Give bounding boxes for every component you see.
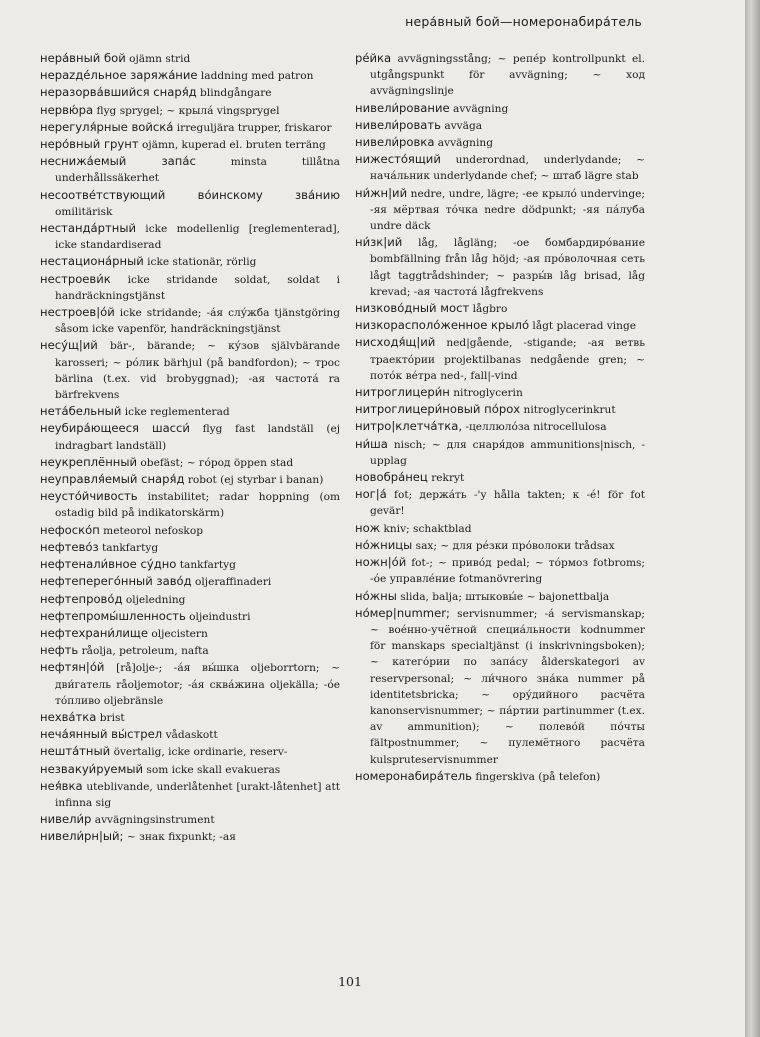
dictionary-entry [40, 556, 340, 573]
entry-definition: bär-, bärande; ~ ку́зов självbärande karosseri; ~ ро́лик bärhjul (på bandfordon); ~ трос bärlina (t.ex. vid brobyggnad); -ая частота́ ra bärfrekvens [55, 340, 340, 402]
entry-definition: avvägningsinstrument [91, 814, 215, 827]
dictionary-entry [355, 537, 645, 554]
dictionary-entry [355, 520, 645, 537]
dictionary-entry [355, 117, 645, 134]
dictionary-entry [355, 486, 645, 519]
dictionary-entry [355, 300, 645, 317]
dictionary-entry [40, 304, 340, 337]
dictionary-entry [355, 100, 645, 117]
entry-headword: неснижа́емый запа́с [40, 154, 196, 169]
entry-definition: lågbro [469, 303, 508, 316]
entry-headword: нефтепрово́д [40, 591, 123, 606]
entry-definition: [rå]olje-; -а́я вы́шка oljeborrtorn; ~ дви́гатель råoljemotor; -а́я сква́жина oljekälla; -о́е то́пливо oljebränsle [55, 662, 340, 707]
entry-definition: låg, lågläng; -ое бомбардиро́вание bombfällning från låg höjd; -ая про́волочная сеть lågt taggtrådshinder; ~ разры́в låg brisad, låg krevad; -ая частота́ lågfrekvens [370, 237, 645, 298]
entry-headword: нисходя́щ|ий [355, 335, 436, 350]
entry-definition: avväga [441, 119, 483, 132]
dictionary-entry [355, 234, 645, 300]
dictionary-entry [40, 743, 340, 760]
entry-headword: но́мер|nummer; [355, 605, 450, 620]
entry-definition: icke modellenlig [reglementerad], icke standardiserad [55, 223, 340, 252]
entry-headword: ни́зк|ий [355, 235, 403, 250]
entry-headword: нивели́р [40, 812, 92, 827]
entry-headword: ни́жн|ий [355, 185, 408, 200]
entry-definition: vådaskott [162, 729, 218, 742]
entry-definition: instabilitet; radar hoppning (om ostadig bild på indikatorskärm) [55, 491, 340, 520]
dictionary-entry [40, 709, 340, 726]
entry-definition: laddning med patron [197, 70, 314, 83]
dictionary-entry [355, 185, 645, 235]
entry-definition: oljecistern [147, 627, 208, 640]
entry-headword: нета́бельный [40, 404, 122, 419]
dictionary-entry [40, 591, 340, 608]
entry-definition: icke stridande soldat, soldat i handräckningstjänst [55, 273, 340, 302]
dictionary-entry [355, 317, 645, 334]
dictionary-entry [355, 50, 645, 100]
entry-headword: нерегуля́рные войска́ [40, 119, 174, 134]
entry-headword: нефтян|о́й [40, 660, 105, 675]
left-column [40, 50, 340, 846]
entry-definition: kniv; schaktblad [380, 522, 472, 535]
entry-definition: slida, balja; штыковы́е ~ bajonettbalja [396, 590, 610, 603]
entry-headword: ре́йка [355, 51, 392, 65]
entry-definition: meteorol nefoskop [99, 524, 203, 537]
entry-headword: нож [355, 520, 381, 535]
dictionary-entry [40, 659, 340, 709]
entry-headword: нефтепромы́шленность [40, 608, 186, 623]
entry-headword: нестроеви́к [40, 271, 111, 286]
entry-definition: underordnad, underlydande; ~ нача́льник underlydande chef; ~ штаб lägre stab [370, 154, 645, 183]
entry-headword: неусто́йчивость [40, 489, 138, 504]
entry-headword: нивели́ровка [355, 135, 435, 150]
entry-headword: незвакуи́руемый [40, 761, 144, 776]
entry-definition: blindgångare [196, 87, 272, 100]
dictionary-entry [40, 102, 340, 119]
entry-headword: нешта́тный [40, 744, 111, 759]
entry-headword: нефтево́з [40, 539, 99, 554]
entry-definition: icke reglementerad [121, 406, 230, 419]
entry-definition: avvägning [434, 137, 493, 150]
entry-headword: нефть [40, 643, 79, 658]
entry-headword: ножн|о́й [355, 555, 407, 570]
dictionary-entry [40, 625, 340, 642]
entry-definition: sax; ~ для ре́зки про́волоки trådsax [412, 539, 615, 552]
entry-definition: oljeledning [122, 593, 186, 606]
dictionary-entry [355, 469, 645, 486]
dictionary-entry [355, 151, 645, 184]
entry-definition: fot-; ~ приво́д pedal; ~ то́рмоз fotbroms; -о́е управле́ние fotmanövrering [370, 557, 645, 586]
entry-headword: несу́щ|ий [40, 338, 98, 353]
entry-headword: номеронабира́тель [355, 768, 472, 783]
entry-headword: нефтехрани́лище [40, 625, 148, 640]
dictionary-entry [355, 436, 645, 469]
entry-definition: nitroglycerinkrut [520, 404, 616, 417]
entry-headword: нехва́тка [40, 709, 97, 724]
entry-headword: новобра́нец [355, 470, 428, 485]
dictionary-entry [355, 588, 645, 605]
entry-definition: ~ знак fixpunkt; -ая [123, 831, 236, 844]
dictionary-entry [355, 418, 645, 435]
entry-headword: нестроев|о́й [40, 305, 115, 320]
entry-definition: robot (ej styrbar i banan) [184, 474, 324, 487]
dictionary-entry [40, 761, 340, 778]
entry-definition: irreguljära trupper, friskaror [173, 121, 332, 134]
entry-headword: неуправля́емый снаря́д [40, 472, 185, 487]
dictionary-entry [40, 187, 340, 220]
dictionary-entry [355, 384, 645, 401]
entry-headword: нерazде́льное заряжа́ние [40, 68, 198, 83]
entry-headword: нестанда́ртный [40, 221, 137, 236]
entry-headword: нитро|клетча́тка, [355, 419, 463, 434]
entry-headword: нефтеперего́нный заво́д [40, 574, 192, 589]
entry-headword: но́жны [355, 588, 397, 603]
dictionary-entry [40, 67, 340, 84]
entry-headword: нестациона́рный [40, 254, 144, 269]
page-edge [745, 0, 760, 1037]
entry-definition: avvägningsstång; ~ репе́р kontrollpunkt el. utgångspunkt för avvägning; ~ ход avvägningslinje [370, 53, 645, 98]
dictionary-entry [40, 778, 340, 811]
entry-headword: но́жницы [355, 537, 413, 552]
dictionary-entry [40, 153, 340, 186]
dictionary-entry [40, 608, 340, 625]
dictionary-entry [355, 554, 645, 587]
entry-headword: нея́вка [40, 778, 83, 793]
entry-definition: avvägning [449, 102, 509, 115]
dictionary-entry [40, 726, 340, 743]
entry-headword: ни́ша [355, 436, 388, 451]
entry-definition: servisnummer; -а́ servismanskap; ~ вое́нно-учётной специа́льности kodnummer för manskaps specialtjänst (i inskrivningsboken); ~ катего́рии по запа́су ålderskategori av reservpersonal; ~ ли́чного зна́ка nummer på identitetsbricka; ~ ору́дийного расчёта kanonservisnummer; ~ па́ртии partinummer (t.ex. av ammunition); ~ полево́й по́чты fältpostnummer; ~ пулемётного расчёта kulspruteservisnummer [370, 607, 645, 766]
dictionary-entry [355, 401, 645, 418]
entry-headword: неро́вный грунт [40, 137, 139, 152]
entry-definition: rekryt [427, 472, 465, 485]
entry-headword: нижесто́ящий [355, 152, 441, 167]
entry-definition: nisch; ~ для снаря́дов ammunitions|nisch, -upplag [370, 438, 645, 467]
entry-headword: нефтенали́вное су́дно [40, 557, 177, 572]
dictionary-entry [40, 488, 340, 521]
dictionary-entry [40, 828, 340, 845]
entry-definition: som icke skall evakueras [143, 763, 281, 776]
entry-definition: ned|gående, -stigande; -ая ветвь траекто́рии projektilbanas nedgående gren; ~ пото́к ве́тра ned-, fall|-vind [370, 337, 645, 382]
entry-definition: icke stationär, rörlig [143, 256, 257, 269]
entry-headword: неча́янный вы́стрел [40, 727, 163, 742]
entry-definition: övertalig, icke ordinarie, reserv- [110, 746, 288, 759]
entry-headword: нитроглицери́н [355, 385, 450, 400]
entry-headword: нивели́рование [355, 100, 450, 115]
entry-headword: низкорасполо́женное крыло́ [355, 318, 530, 333]
dictionary-entry [40, 420, 340, 453]
entry-headword: неразорва́вшийся снаря́д [40, 85, 197, 100]
dictionary-entry [40, 253, 340, 270]
dictionary-entry [40, 539, 340, 556]
running-head: нера́вный бой—номеронабира́тель [405, 14, 642, 29]
dictionary-entry [355, 134, 645, 151]
entry-definition: minsta tillåtna underhållssäkerhet [55, 156, 340, 185]
dictionary-entry [355, 334, 645, 384]
entry-definition: tankfartyg [176, 559, 236, 572]
entry-definition: nitroglycerin [449, 387, 523, 400]
entry-definition: tankfartyg [98, 541, 159, 554]
dictionary-entry [40, 220, 340, 253]
entry-headword: несоотве́тствующий во́инскому зва́нию [40, 187, 340, 202]
dictionary-entry [40, 84, 340, 101]
dictionary-entry [40, 119, 340, 136]
dictionary-entry [40, 337, 340, 403]
dictionary-entry [40, 454, 340, 471]
entry-definition: uteblivande, underlåtenhet [urakt-låtenhet] att infinna sig [55, 780, 340, 809]
entry-definition: icke stridande; -а́я слу́жба tjänstgöring såsom icke vapenför, handräckningstjänst [55, 307, 340, 336]
entry-definition: oljeindustri [185, 610, 251, 623]
dictionary-entry [40, 471, 340, 488]
entry-definition: ojämn, kuperad el. bruten terräng [138, 139, 326, 152]
dictionary-entry [40, 136, 340, 153]
dictionary-entry [355, 768, 645, 785]
right-column [355, 50, 645, 785]
entry-headword: нервю́ра [40, 102, 94, 117]
entry-definition: råolja, petroleum, nafta [78, 645, 209, 658]
dictionary-entry [40, 811, 340, 828]
entry-headword: нитроглицери́новый по́рох [355, 402, 521, 417]
entry-definition: flyg fast landställ (ej indragbart landställ) [55, 423, 341, 452]
dictionary-entry [40, 403, 340, 420]
entry-definition: nedre, undre, lägre; -ее крыло́ undervinge; -яя мёртвая то́чка nedre dödpunkt; -яя па́луба undre däck [370, 187, 645, 233]
dictionary-entry [40, 522, 340, 539]
entry-headword: низково́дный мост [355, 301, 470, 316]
entry-definition: oljeraffinaderi [191, 576, 272, 589]
dictionary-entry [355, 605, 645, 768]
entry-definition: fot; держа́ть -'у hålla takten; к -é! för fot gevär! [370, 489, 645, 518]
entry-headword: нера́вный бой [40, 51, 126, 65]
dictionary-entry [40, 50, 340, 67]
entry-definition: fingerskiva (på telefon) [471, 770, 601, 783]
page-number: 101 [338, 974, 362, 989]
entry-headword: нивели́ровать [355, 117, 442, 132]
dictionary-entry [40, 642, 340, 659]
entry-definition: lågt placerad vinge [529, 320, 637, 333]
entry-headword: ног|а́ [355, 487, 387, 502]
entry-definition: brist [96, 711, 125, 724]
entry-headword: нивели́рн|ый; [40, 829, 124, 844]
dictionary-entry [40, 573, 340, 590]
entry-headword: нефоско́п [40, 522, 100, 537]
entry-definition: ojämn strid [125, 53, 191, 65]
entry-definition: flyg sprygel; ~ крыла́ vingsprygel [93, 104, 280, 117]
entry-headword: неукреплённый [40, 454, 138, 469]
entry-definition: omilitärisk [55, 205, 113, 218]
entry-definition: -целлюло́за nitrocellulosa [462, 421, 607, 434]
entry-definition: obefäst; ~ го́род öppen stad [137, 456, 294, 469]
dictionary-entry [40, 271, 340, 304]
entry-headword: неубира́ющееся шасси́ [40, 421, 190, 436]
